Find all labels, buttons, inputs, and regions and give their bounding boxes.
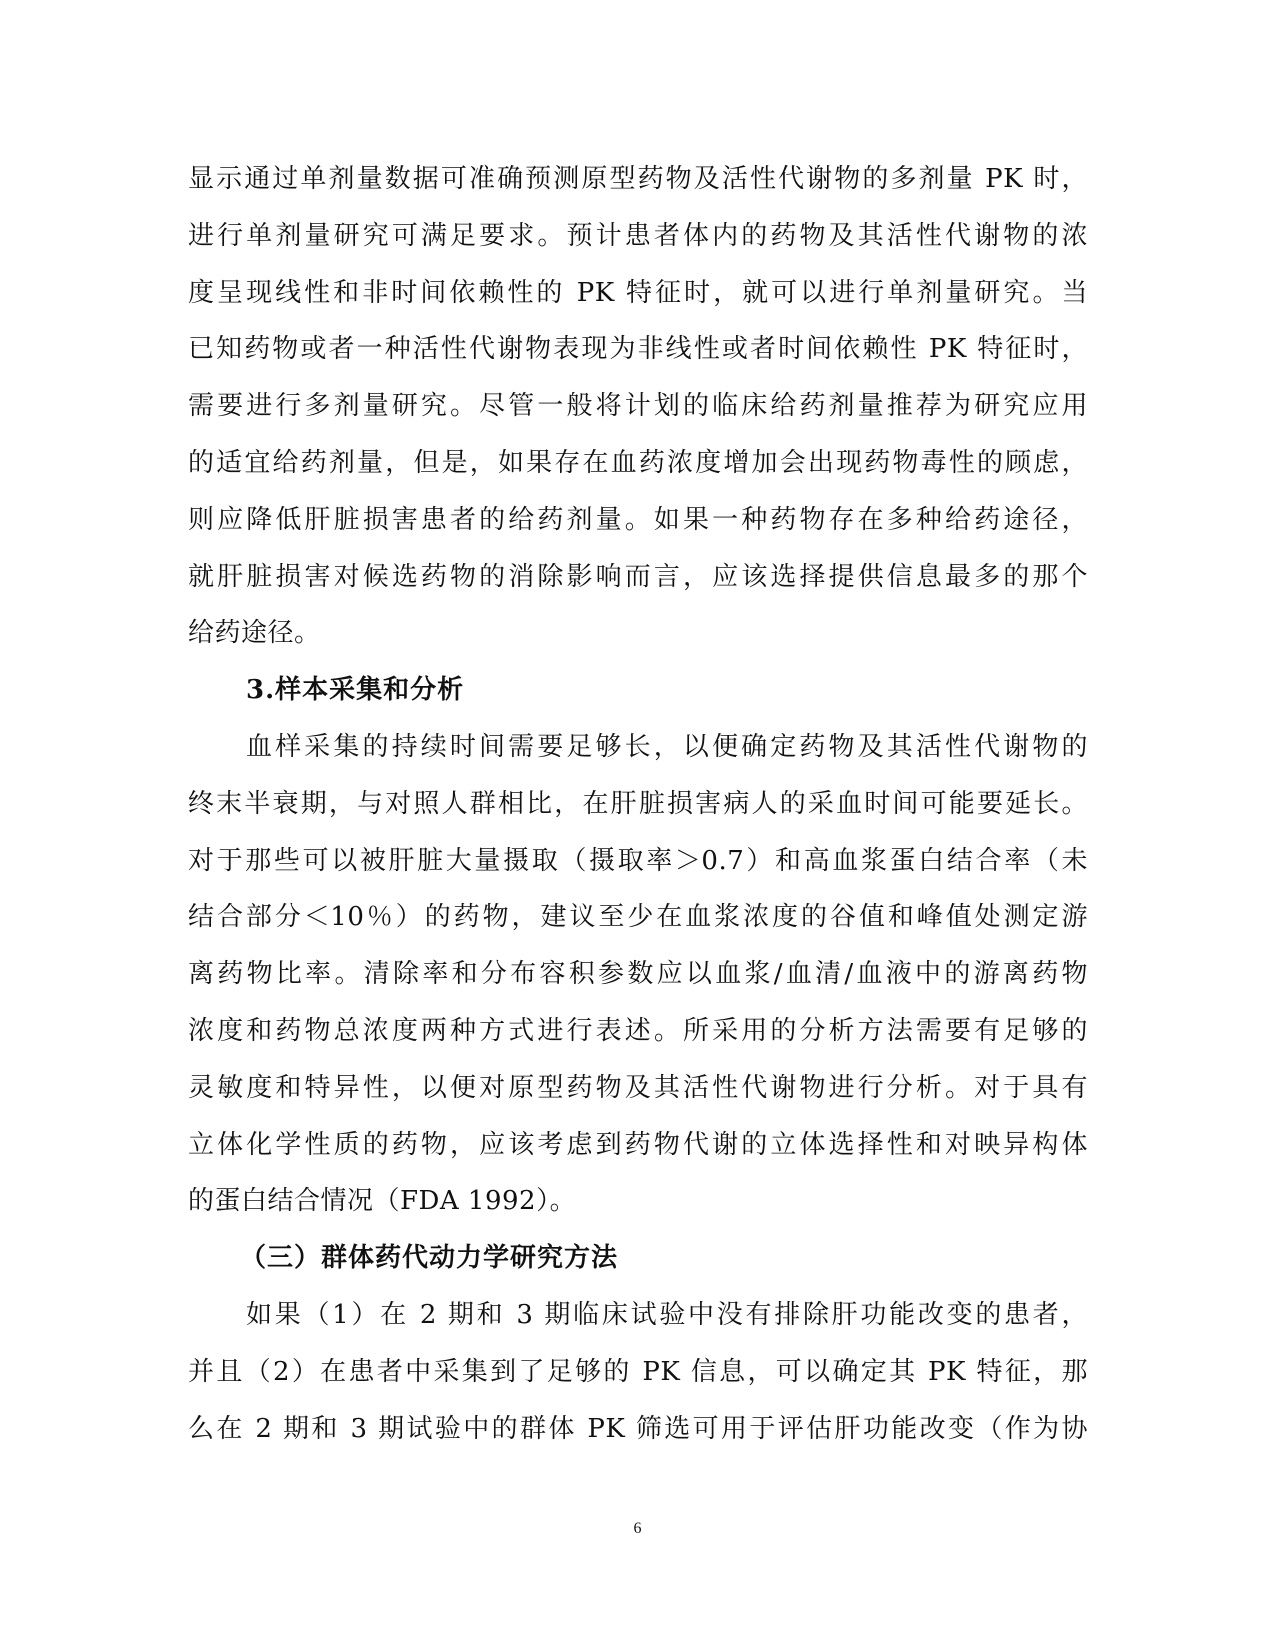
text-line: 的蛋白结合情况（FDA 1992）。 [188,1186,577,1217]
text-line: 显示通过单剂量数据可准确预测原型药物及活性代谢物的多剂量 PK 时， [188,164,1088,194]
text-line: 如果（1）在 2 期和 3 期临床试验中没有排除肝功能改变的患者， [246,1300,1088,1330]
page-number: 6 [633,1520,642,1537]
text-line: 度呈现线性和非时间依赖性的 PK 特征时，就可以进行单剂量研究。当 [188,277,1088,308]
paragraph-population-pk [188,1287,1088,1457]
text-line: 则应降低肝脏损害患者的给药剂量。如果一种药物存在多种给药途径， [188,504,1088,535]
subsection-heading: 3.样本采集和分析 [246,675,465,706]
text-line: 的适宜给药剂量，但是，如果存在血药浓度增加会出现药物毒性的顾虑， [188,447,1088,478]
text-line: 结合部分＜10％）的药物，建议至少在血浆浓度的谷值和峰值处测定游 [188,902,1088,933]
text-line: 就肝脏损害对候选药物的消除影响而言，应该选择提供信息最多的那个 [188,561,1088,592]
text-line: 离药物比率。清除率和分布容积参数应以血浆/血清/血液中的游离药物 [188,959,1088,990]
text-line: 么在 2 期和 3 期试验中的群体 PK 筛选可用于评估肝功能改变（作为协 [188,1413,1088,1444]
section-heading: （三）群体药代动力学研究方法 [240,1243,619,1274]
text-line: 并且（2）在患者中采集到了足够的 PK 信息，可以确定其 PK 特征，那 [188,1356,1088,1387]
paragraph-dosing [188,151,1088,719]
text-line: 终末半衰期，与对照人群相比，在肝脏损害病人的采血时间可能要延长。 [188,788,1088,819]
text-line: 灵敏度和特异性，以便对原型药物及其活性代谢物进行分析。对于具有 [188,1072,1088,1103]
text-line: 给药途径。 [188,618,321,649]
text-line: 需要进行多剂量研究。尽管一般将计划的临床给药剂量推荐为研究应用 [188,391,1088,422]
text-line: 已知药物或者一种活性代谢物表现为非线性或者时间依赖性 PK 特征时， [188,334,1088,365]
text-line: 浓度和药物总浓度两种方式进行表述。所采用的分析方法需要有足够的 [188,1015,1088,1046]
text-line: 立体化学性质的药物，应该考虑到药物代谢的立体选择性和对映异构体 [188,1129,1088,1160]
text-line: 进行单剂量研究可满足要求。预计患者体内的药物及其活性代谢物的浓 [188,220,1088,251]
text-line: 对于那些可以被肝脏大量摄取（摄取率＞0.7）和高血浆蛋白结合率（未 [188,845,1088,876]
paragraph-sampling [188,719,1088,1287]
text-line: 血样采集的持续时间需要足够长，以便确定药物及其活性代谢物的 [246,732,1088,762]
